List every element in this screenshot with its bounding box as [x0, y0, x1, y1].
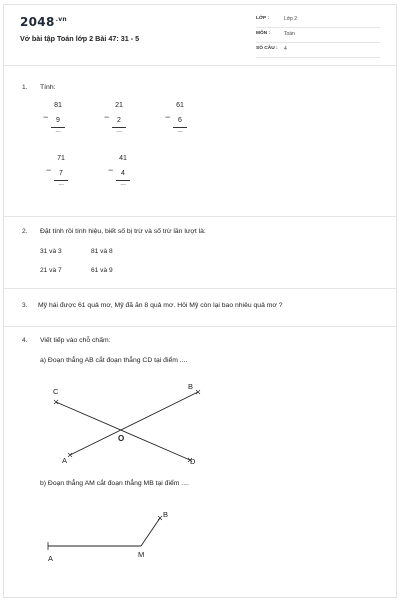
q1-text: Tính:: [40, 84, 56, 91]
minuend: 61: [176, 102, 184, 109]
answer-blank[interactable]: ......: [116, 128, 122, 134]
q4-number: 4.: [22, 337, 28, 344]
subtrahend: 9: [56, 117, 60, 124]
label-c: C: [53, 387, 59, 396]
point-b-mark: [158, 516, 162, 520]
segment-ab: [70, 392, 198, 455]
number-pair: 31 và 3: [40, 248, 62, 255]
minus-sign: −: [104, 112, 110, 122]
point-c-mark: [54, 400, 58, 404]
meta-class-label: LỚP :: [256, 16, 270, 21]
meta-subject-value: Toán: [284, 31, 295, 37]
meta-subject-label: MÔN :: [256, 31, 271, 36]
answer-blank[interactable]: ......: [120, 181, 126, 187]
subtrahend: 6: [178, 117, 182, 124]
q2-text: Đặt tính rồi tính hiệu, biết số bị trừ và số trừ lần lượt là:: [40, 228, 206, 235]
number-pair: 81 và 8: [91, 248, 113, 255]
meta-class-value: Lớp 2: [284, 16, 298, 22]
label-a: A: [62, 456, 68, 465]
answer-blank[interactable]: ......: [58, 181, 64, 187]
subtrahend: 7: [59, 170, 63, 177]
number-pair: 61 và 9: [91, 267, 113, 274]
q4-part-a: a) Đoạn thẳng AB cắt đoạn thẳng CD tại điểm ....: [40, 357, 188, 364]
minus-sign: −: [46, 165, 52, 175]
subtrahend: 2: [117, 117, 121, 124]
label-d: D: [190, 457, 196, 466]
meta-count-value: 4: [284, 46, 287, 52]
minuend: 81: [54, 102, 62, 109]
answer-blank[interactable]: ......: [177, 128, 183, 134]
q4-text: Viết tiếp vào chỗ chấm:: [40, 337, 111, 344]
label-a: A: [48, 554, 54, 563]
minuend: 71: [57, 155, 65, 162]
point-b-mark: [196, 390, 200, 394]
label-o: O: [118, 434, 125, 443]
page-title: Vở bài tập Toán lớp 2 Bài 47: 31 - 5: [20, 34, 140, 43]
site-logo[interactable]: $2048^{.vn}$: [20, 15, 67, 29]
subtrahend: 4: [121, 170, 125, 177]
label-b: B: [188, 382, 194, 391]
point-a-mark: [68, 453, 72, 457]
minuend: 41: [119, 155, 127, 162]
minus-sign: −: [165, 112, 171, 122]
segment-cd: [56, 402, 190, 460]
answer-blank[interactable]: ......: [55, 128, 61, 134]
label-b: B: [163, 510, 169, 519]
label-m: M: [138, 550, 145, 559]
minus-sign: −: [108, 165, 114, 175]
number-pair: 21 và 7: [40, 267, 62, 274]
q1-number: 1.: [22, 84, 28, 91]
q3-number: 3.: [22, 302, 28, 309]
q3-text: Mỹ hái được 61 quả mơ, Mỹ đã ăn 8 quả mơ. Hỏi Mỹ còn lại bao nhiêu quả mơ ?: [38, 302, 283, 309]
q2-number: 2.: [22, 228, 28, 235]
segment-mb: [141, 518, 160, 546]
meta-count-label: SỐ CÂU :: [256, 46, 278, 51]
minus-sign: −: [43, 112, 49, 122]
minuend: 21: [115, 102, 123, 109]
q4-part-b: b) Đoạn thẳng AM cắt đoạn thẳng MB tại điểm ....: [40, 480, 189, 487]
